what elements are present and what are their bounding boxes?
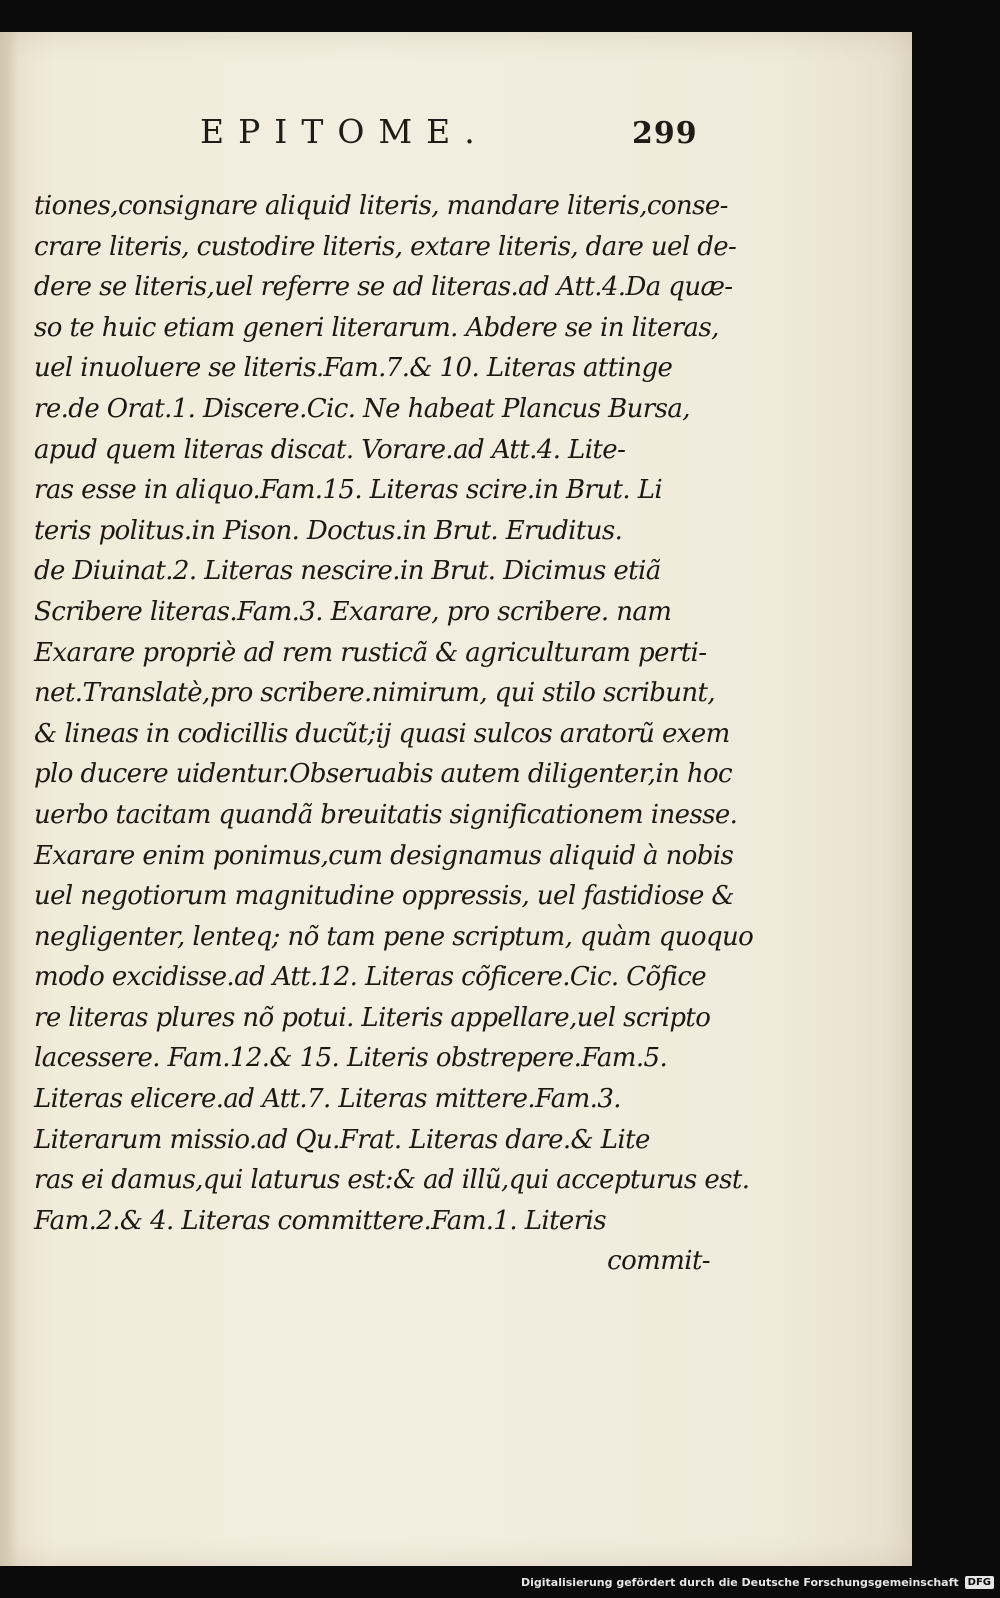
text-line: Fam.2.& 4. Literas committere.Fam.1. Literis — [34, 1205, 607, 1236]
digitization-credit — [521, 1566, 1000, 1598]
text-line: so te huic etiam generi literarum. Abdere se in literas, — [34, 312, 719, 343]
text-line: de Diuinat.2. Literas nescire.in Brut. Dicimus etiã — [34, 556, 661, 587]
dfg-logo: DFG — [965, 1576, 994, 1589]
text-line: Scribere literas.Fam.3. Exarare, pro scribere. nam — [34, 596, 672, 627]
text-line: plo ducere uidentur.Obseruabis autem diligenter,in hoc — [34, 759, 733, 790]
text-line: tiones,consignare aliquid literis, mandare literis,conse- — [34, 191, 728, 221]
credit-text: Digitalisierung gefördert durch die Deutsche Forschungsgemeinschaft — [520, 1575, 959, 1589]
text-line: lacessere. Fam.12.& 15. Literis obstrepere.Fam.5. — [34, 1043, 668, 1074]
text-line: net.Translatè,pro scribere.nimirum, qui stilo scribunt, — [34, 678, 716, 709]
text-line: Exarare propriè ad rem rusticã & agriculturam perti- — [34, 637, 707, 668]
text-line: uel negotiorum magnitudine oppressis, uel fastidiose & — [34, 881, 734, 912]
running-head: EPITOME. — [200, 112, 489, 151]
text-line: ras esse in aliquo.Fam.15. Literas scire.in Brut. Li — [34, 475, 663, 506]
text-line: Literas elicere.ad Att.7. Literas mittere.Fam.3. — [34, 1084, 621, 1115]
text-line: dere se literis,uel referre se ad literas.ad Att.4.Da quæ- — [34, 272, 733, 303]
text-line: re literas plures nõ potui. Literis appellare,uel scripto — [34, 1002, 711, 1033]
text-line: negligenter, lenteq; nõ tam pene scriptum, quàm quoquo — [34, 921, 754, 952]
page-header — [0, 112, 912, 162]
text-line: re.de Orat.1. Discere.Cic. Ne habeat Plancus Bursa, — [34, 393, 690, 424]
page-number: 299 — [632, 116, 698, 151]
text-line: teris politus.in Pison. Doctus.in Brut. Eruditus. — [34, 515, 623, 546]
text-line: & lineas in codicillis ducũt;ij quasi sulcos aratorũ exem — [34, 718, 730, 749]
text-line: uel inuoluere se literis.Fam.7.& 10. Literas attinge — [34, 353, 673, 384]
book-page — [0, 32, 912, 1566]
text-line: apud quem literas discat. Vorare.ad Att.4. Lite- — [34, 434, 626, 465]
text-line: ras ei damus,qui laturus est:& ad illũ,qui accepturus est. — [34, 1165, 750, 1196]
text-line: uerbo tacitam quandã breuitatis significationem inesse. — [34, 799, 738, 830]
text-line: crare literis, custodire literis, extare literis, dare uel de- — [34, 231, 737, 262]
text-line: Literarum missio.ad Qu.Frat. Literas dare.& Lite — [34, 1124, 650, 1155]
text-line: modo excidisse.ad Att.12. Literas cõficere.Cic. Cõfice — [34, 962, 707, 993]
text-line: Exarare enim ponimus,cum designamus aliquid à nobis — [34, 840, 734, 871]
catchword: commit- — [607, 1246, 710, 1277]
body-text — [34, 186, 754, 1282]
